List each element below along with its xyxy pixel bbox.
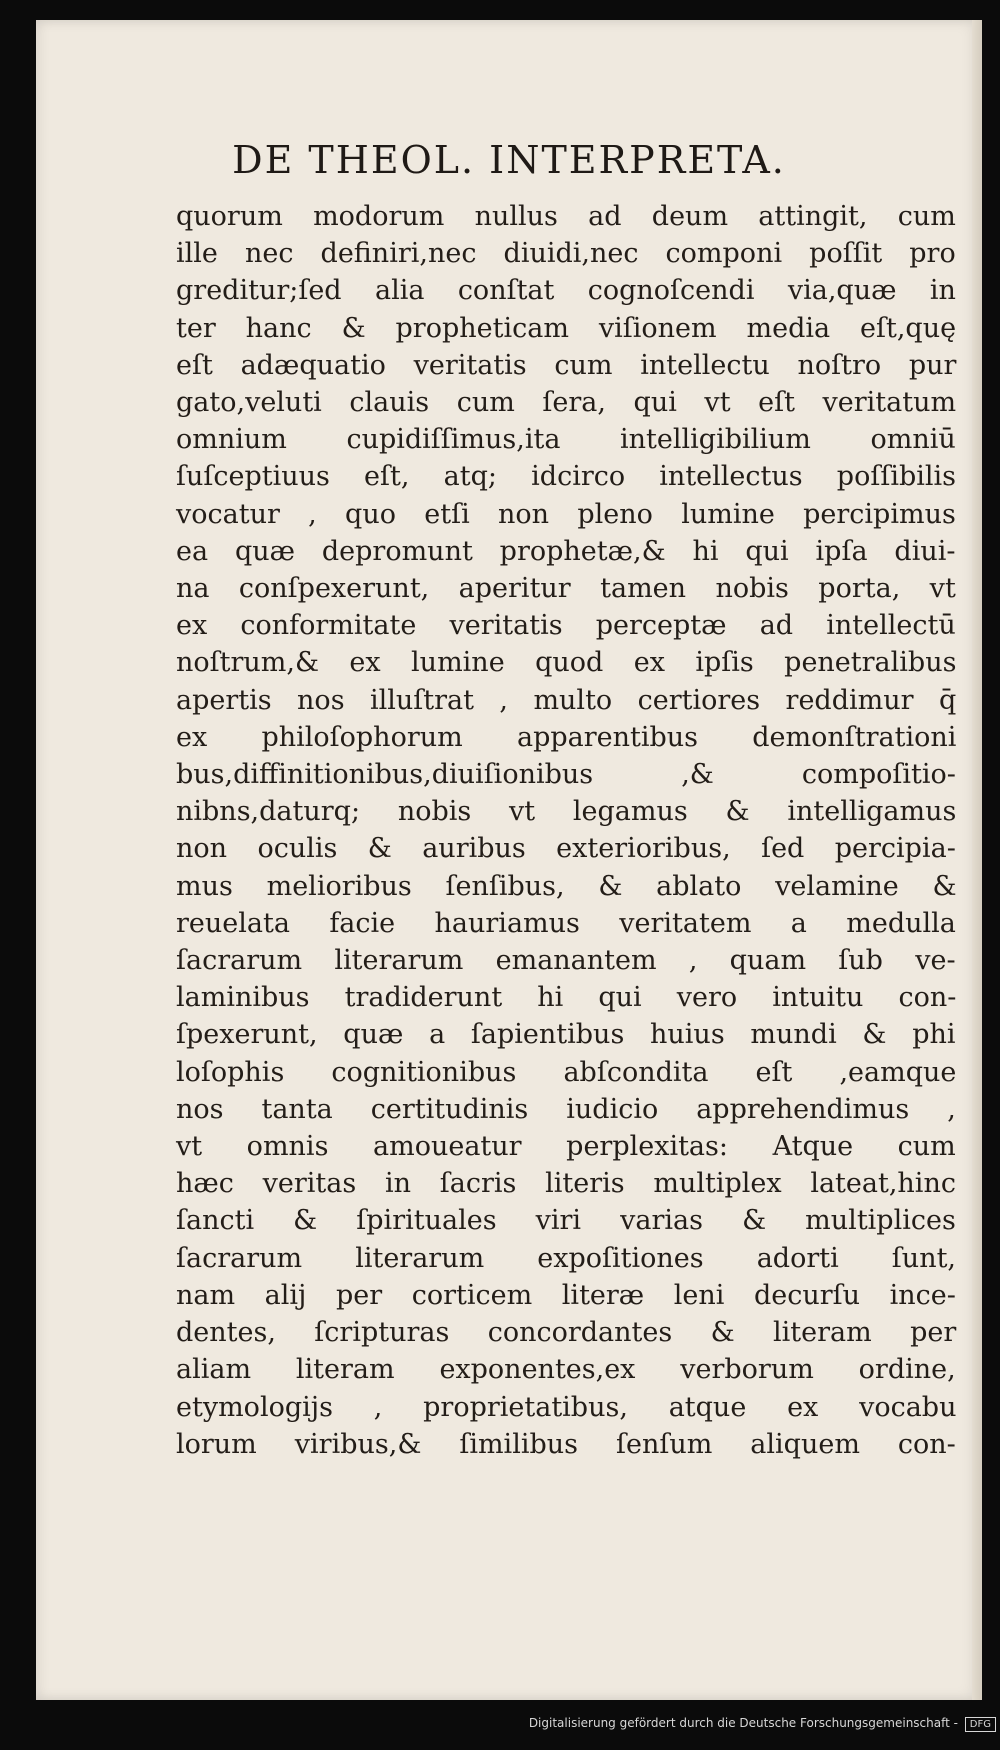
- text-line: laminibus tradiderunt hi qui vero intuitu con-: [176, 982, 957, 1014]
- text-line: ex philoſophorum apparentibus demonſtrationi: [176, 721, 957, 753]
- text-line: ſancti & ſpirituales viri varias & multiplices: [176, 1205, 956, 1237]
- text-line: apertis nos illuſtrat , multo certiores reddimur q̄: [176, 684, 957, 716]
- text-line: greditur;ſed alia conſtat cognoſcendi via,quæ in: [176, 275, 956, 307]
- credit-text: Digitalisierung gefördert durch die Deutsche Forschungsgemeinschaft -: [528, 1716, 958, 1730]
- body-text: [176, 198, 956, 1463]
- text-line: ter hanc & propheticam viſionem media eſt,quę: [176, 312, 957, 344]
- dfg-logo-badge: DFG: [965, 1717, 996, 1732]
- text-line: loſophis cognitionibus abſcondita eſt ,eamque: [176, 1056, 957, 1088]
- text-line: ſacrarum literarum expoſitiones adorti ſunt,: [176, 1242, 957, 1274]
- digitization-credit: [529, 1716, 996, 1732]
- text-line: nam alij per corticem literæ leni decurſu ince-: [176, 1279, 956, 1311]
- text-line: noſtrum,& ex lumine quod ex ipſis penetralibus: [176, 647, 957, 679]
- text-line: reuelata facie hauriamus veritatem a medulla: [176, 907, 956, 939]
- text-line: vt omnis amoueatur perplexitas: Atque cum: [176, 1131, 956, 1163]
- text-line: non oculis & auribus exterioribus, ſed percipia-: [176, 833, 956, 865]
- text-line: quorum modorum nullus ad deum attingit, cum: [176, 201, 956, 232]
- text-line: ſacrarum literarum emanantem , quam ſub ve-: [176, 945, 956, 977]
- text-line: mus melioribus ſenſibus, & ablato velamine &: [176, 870, 957, 902]
- page-edge-shadow: [972, 20, 982, 1700]
- text-line: eſt adæquatio veritatis cum intellectu noſtro pur: [176, 349, 957, 381]
- text-line: vocatur , quo etſi non pleno lumine percipimus: [176, 498, 956, 530]
- text-line: hæc veritas in ſacris literis multiplex lateat,hinc: [176, 1168, 956, 1200]
- text-line: bus,diffinitionibus,diuiſionibus ,& compoſitio-: [176, 759, 956, 791]
- text-line: etymologijs , proprietatibus, atque ex vocabu: [176, 1391, 957, 1423]
- text-line: lorum viribus,& ſimilibus ſenſum aliquem con-: [176, 1428, 956, 1460]
- text-line: ex conformitate veritatis perceptæ ad intellectū: [176, 610, 956, 642]
- text-line: nos tanta certitudinis iudicio apprehendimus ,: [176, 1093, 956, 1125]
- running-header: DE THEOL. INTERPRETA.: [232, 138, 786, 182]
- text-line: ille nec definiri,nec diuidi,nec componi poſſit pro: [176, 238, 956, 270]
- text-line: ſuſceptiuus eſt, atq; idcirco intellectus poſſibilis: [176, 461, 957, 493]
- text-line: ſpexerunt, quæ a ſapientibus huius mundi & phi: [176, 1019, 956, 1051]
- text-line: omnium cupidiſſimus,ita intelligibilium omniū: [176, 424, 956, 456]
- text-line: dentes, ſcripturas concordantes & literam per: [176, 1317, 957, 1349]
- text-line: gato,veluti clauis cum ſera, qui vt eſt veritatum: [176, 387, 957, 419]
- book-page: [36, 20, 982, 1700]
- text-line: aliam literam exponentes,ex verborum ordine,: [176, 1354, 956, 1386]
- text-line: na conſpexerunt, aperitur tamen nobis porta, vt: [176, 573, 956, 605]
- text-line: ea quæ depromunt prophetæ,& hi qui ipſa diui-: [176, 535, 956, 567]
- text-line: nibns,daturq; nobis vt legamus & intelligamus: [176, 796, 957, 828]
